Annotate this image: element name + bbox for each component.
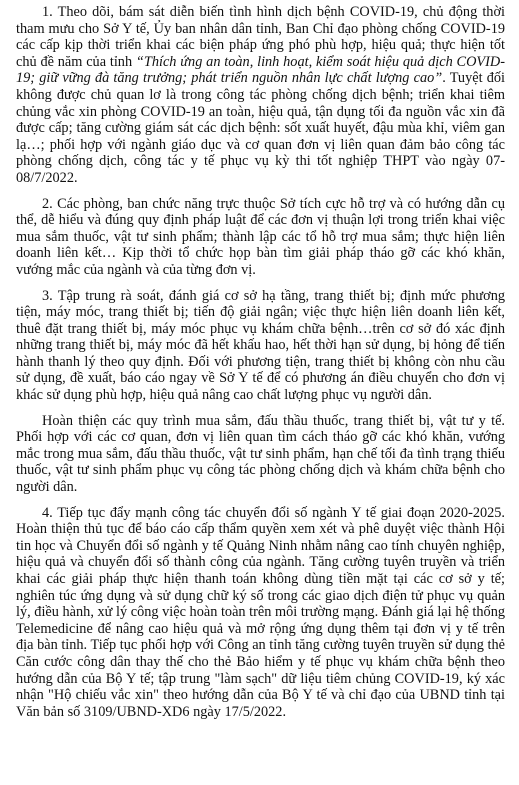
paragraph-3-continued: Hoàn thiện các quy trình mua sắm, đấu thầu thuốc, trang thiết bị, vật tư y tế. Phối hợp với các cơ quan, đơn vị liên quan tìm cách tháo gỡ các khó khăn, vướng mắc trong mua sắm, đấu thầu thuốc, vật tư sinh phẩm, hạn chế tối đa tình trạng thiếu thuốc, vật tư sinh phẩm phục vụ công tác phòng chống dịch và khám chữa bệnh cho người dân. <box>16 412 505 496</box>
province-theme-quote: “Thích ứng an toàn, linh hoạt, kiểm soát hiệu quả dịch COVID-19; giữ vững đà tăng trưởng; phát triển nguồn nhân lực chất lượng cao” <box>16 53 505 87</box>
paragraph-3: 3. Tập trung rà soát, đánh giá cơ sở hạ tầng, trang thiết bị; định mức phương tiện, máy móc, trang thiết bị; tiến độ giải ngân; việc thực hiện liên doanh liên kết, thuê đặt trang thiết bị, máy móc phục vụ khám chữa bệnh…trên cơ sở đó xác định những trang thiết bị, máy móc đã hết khấu hao, hết thời hạn sử dụng, bị hỏng để tiến hành thanh lý theo quy định. Đối với phương tiện, trang thiết bị không còn nhu cầu sử dụng, đề xuất, báo cáo ngay về Sở Y tế để có phương án điều chuyển cho đơn vị khác sử dụng phù hợp, hiệu quả nâng cao chất lượng phục vụ người dân. <box>16 287 505 404</box>
paragraph-4: 4. Tiếp tục đẩy mạnh công tác chuyển đổi số ngành Y tế giai đoạn 2020-2025. Hoàn thiện thủ tục để báo cáo cấp thẩm quyền xem xét và phê duyệt việc thành Hội tin học và Chuyển đổi số ngành y tế Quảng Ninh nhằm nâng cao tính chuyên nghiệp, hiệu quả và chuyển đổi số thành công của ngành. Tăng cường tuyên truyền và triển khai các giải pháp thực hiện thanh toán không dùng tiền mặt tại các cơ sở y tế; nghiên túc ứng dụng và sử dụng chữ ký số trong các giao dịch điện tử phục vụ quản lý, điều hành, xử lý công việc hoàn toàn trên môi trường mạng. Đánh giá lại hệ thống Telemedicine để nâng cao hiệu quả và mở rộng ứng dụng thêm tại đơn vị y tế trên địa bàn tỉnh. Tiếp tục phối hợp với Công an tỉnh tăng cường tuyên truyền sử dụng thẻ Căn cước công dân thay thế cho thẻ Bảo hiểm y tế phục vụ khám chữa bệnh theo hướng dẫn của Bộ Y tế; tập trung "làm sạch" dữ liệu tiêm chủng COVID-19, ký xác nhận "Hộ chiếu vắc xin" theo hướng dẫn của Bộ Y tế và chỉ đạo của UBND tỉnh tại Văn bản số 3109/UBND-XD6 ngày 17/5/2022. <box>16 504 505 720</box>
paragraph-1 <box>16 4 505 187</box>
paragraph-2: 2. Các phòng, ban chức năng trực thuộc Sở tích cực hỗ trợ và có hướng dẫn cụ thể, dễ hiểu và đúng quy định pháp luật để các đơn vị thuận lợi trong triển khai việc mua sắm thuốc, vật tư sinh phẩm; thành lập các tổ hỗ trợ mua sắm; thực hiện liên doanh liên kết… Kịp thời tổ chức họp bàn tìm giải pháp tháo gỡ các khó khăn, vướng mắc của ngành và của từng đơn vị. <box>16 195 505 278</box>
paragraph-1-part-b: . Tuyệt đối không được chủ quan lơ là trong công tác phòng chống dịch bệnh; triển khai tiêm chủng vắc xin phòng COVID-19 an toàn, hiệu quả, tận dụng tối đa nguồn vắc xin đã được cấp; tăng cường giám sát các dịch bệnh: sốt xuất huyết, đậu mùa khỉ, viêm gan lạ…; phối hợp với ngành giáo dục và cơ quan đơn vị liên quan đảm bảo công tác phòng chống dịch, công tác y tế phục vụ kỳ thi tốt nghiệp THPT vào ngày 07-08/7/2022. <box>16 70 505 186</box>
paragraph-1-part-a: 1. Theo dõi, bám sát diễn biến tình hình dịch bệnh COVID-19, chủ động thời tham mưu cho Sở Y tế, Ủy ban nhân dân tỉnh, Ban Chỉ đạo phòng chống COVID-19 các cấp kịp thời triển khai các biện pháp ứng phó phù hợp, hiệu quả; thực hiện tốt chủ đề năm của tỉnh <box>16 4 505 70</box>
